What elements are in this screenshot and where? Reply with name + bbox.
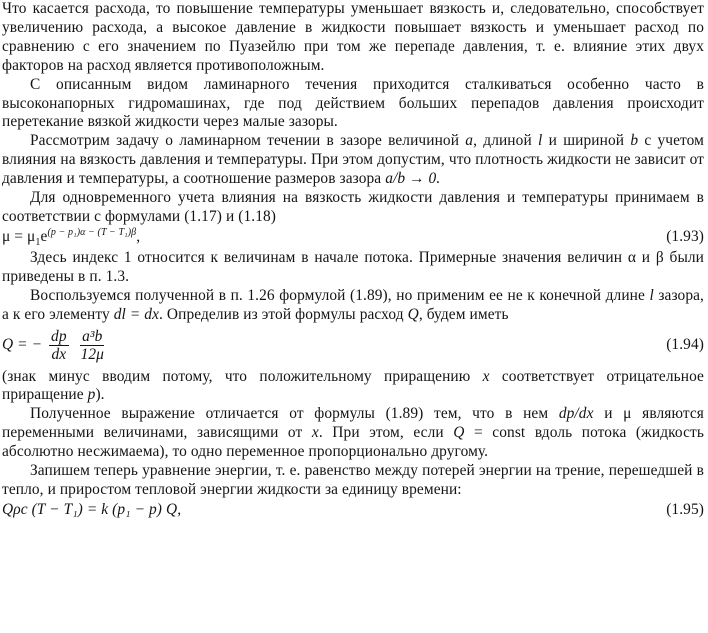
equation-number: (1.94) [666,336,704,354]
equation-1-93 [2,228,704,247]
paragraph-5: Здесь индекс 1 относится к величинам в начале потока. Примерные значения величин α и β были приведены в п. 1.3. [2,248,704,285]
equation-number: (1.95) [666,500,704,518]
paragraph-7: (знак минус вводим потому, что положительному приращению x соответствует отрицательное приращение p). [2,367,704,404]
paragraph-4: Для одновременного учета влияния на вязкость жидкости давления и температуры принимаем в соответствии с формулами (1.17) и (1.18) [2,189,704,225]
paragraph-2: С описанным видом ламинарного течения приходится сталкиваться особенно часто в высоконапорных гидромашинах, где под действием больших перепадов давления происходит перетекание вязкой жидкости через малые зазоры. [2,75,704,131]
paragraph-6: Воспользуемся полученной в п. 1.26 формулой (1.89), но применим ее не к конечной длине l зазора, а к его элементу dl = dx. Определив из этой формулы расход Q, будем иметь [2,286,704,323]
equation-1-95-body: Qρc (T − T₁) = k (p₁ − p) Q, [2,500,182,518]
equation-1-93-body: $\mu = \mu_1e^{(p - p_1)\alpha - (T - T_1)\beta}$, [2,226,141,248]
paragraph-9: Запишем теперь уравнение энергии, т. е. равенство между потерей энергии на трение, перешедшей в тепло, и приростом тепловой энергии жидкости за единицу времени: [2,462,704,498]
equation-1-94-body: Q = − $\frac{dp}{dx}$ $\frac{\text{a³b}}{12\mu}$ [2,328,105,363]
paragraph-1: Что касается расхода, то повышение температуры уменьшает вязкость и, следовательно, способствует увеличению расхода, а высокое давление в жидкости повышает вязкость и уменьшает расход по сравнению с его значением по Пуазейлю при том же перепаде давления, т. е. влияние этих двух факторов на расход является противоположным. [2,0,704,74]
paragraph-3: Рассмотрим задачу о ламинарном течении в зазоре величиной a, длиной l и шириной b с учетом влияния на вязкость давления и температуры. При этом допустим, что плотность жидкости не зависит от давления и температуры, а соотношение размеров зазора a/b → 0. [2,132,705,188]
fraction-dp-dx: $\frac{dp}{dx}$ [51,328,67,363]
equation-1-94 [2,326,704,366]
paragraph-8: Полученное выражение отличается от формулы (1.89) тем, что в нем dp/dx и μ являются переменными величинами, зависящими от x. При этом, если Q = const вдоль потока (жидкость абсолютно несжимаема), то одно переменное пропорционально другому. [2,405,704,461]
equation-number: (1.93) [666,227,704,245]
equation-1-95 [2,501,704,520]
fraction-a3b-12mu: $\frac{\text{a³b}}{12\mu}$ [80,328,105,363]
